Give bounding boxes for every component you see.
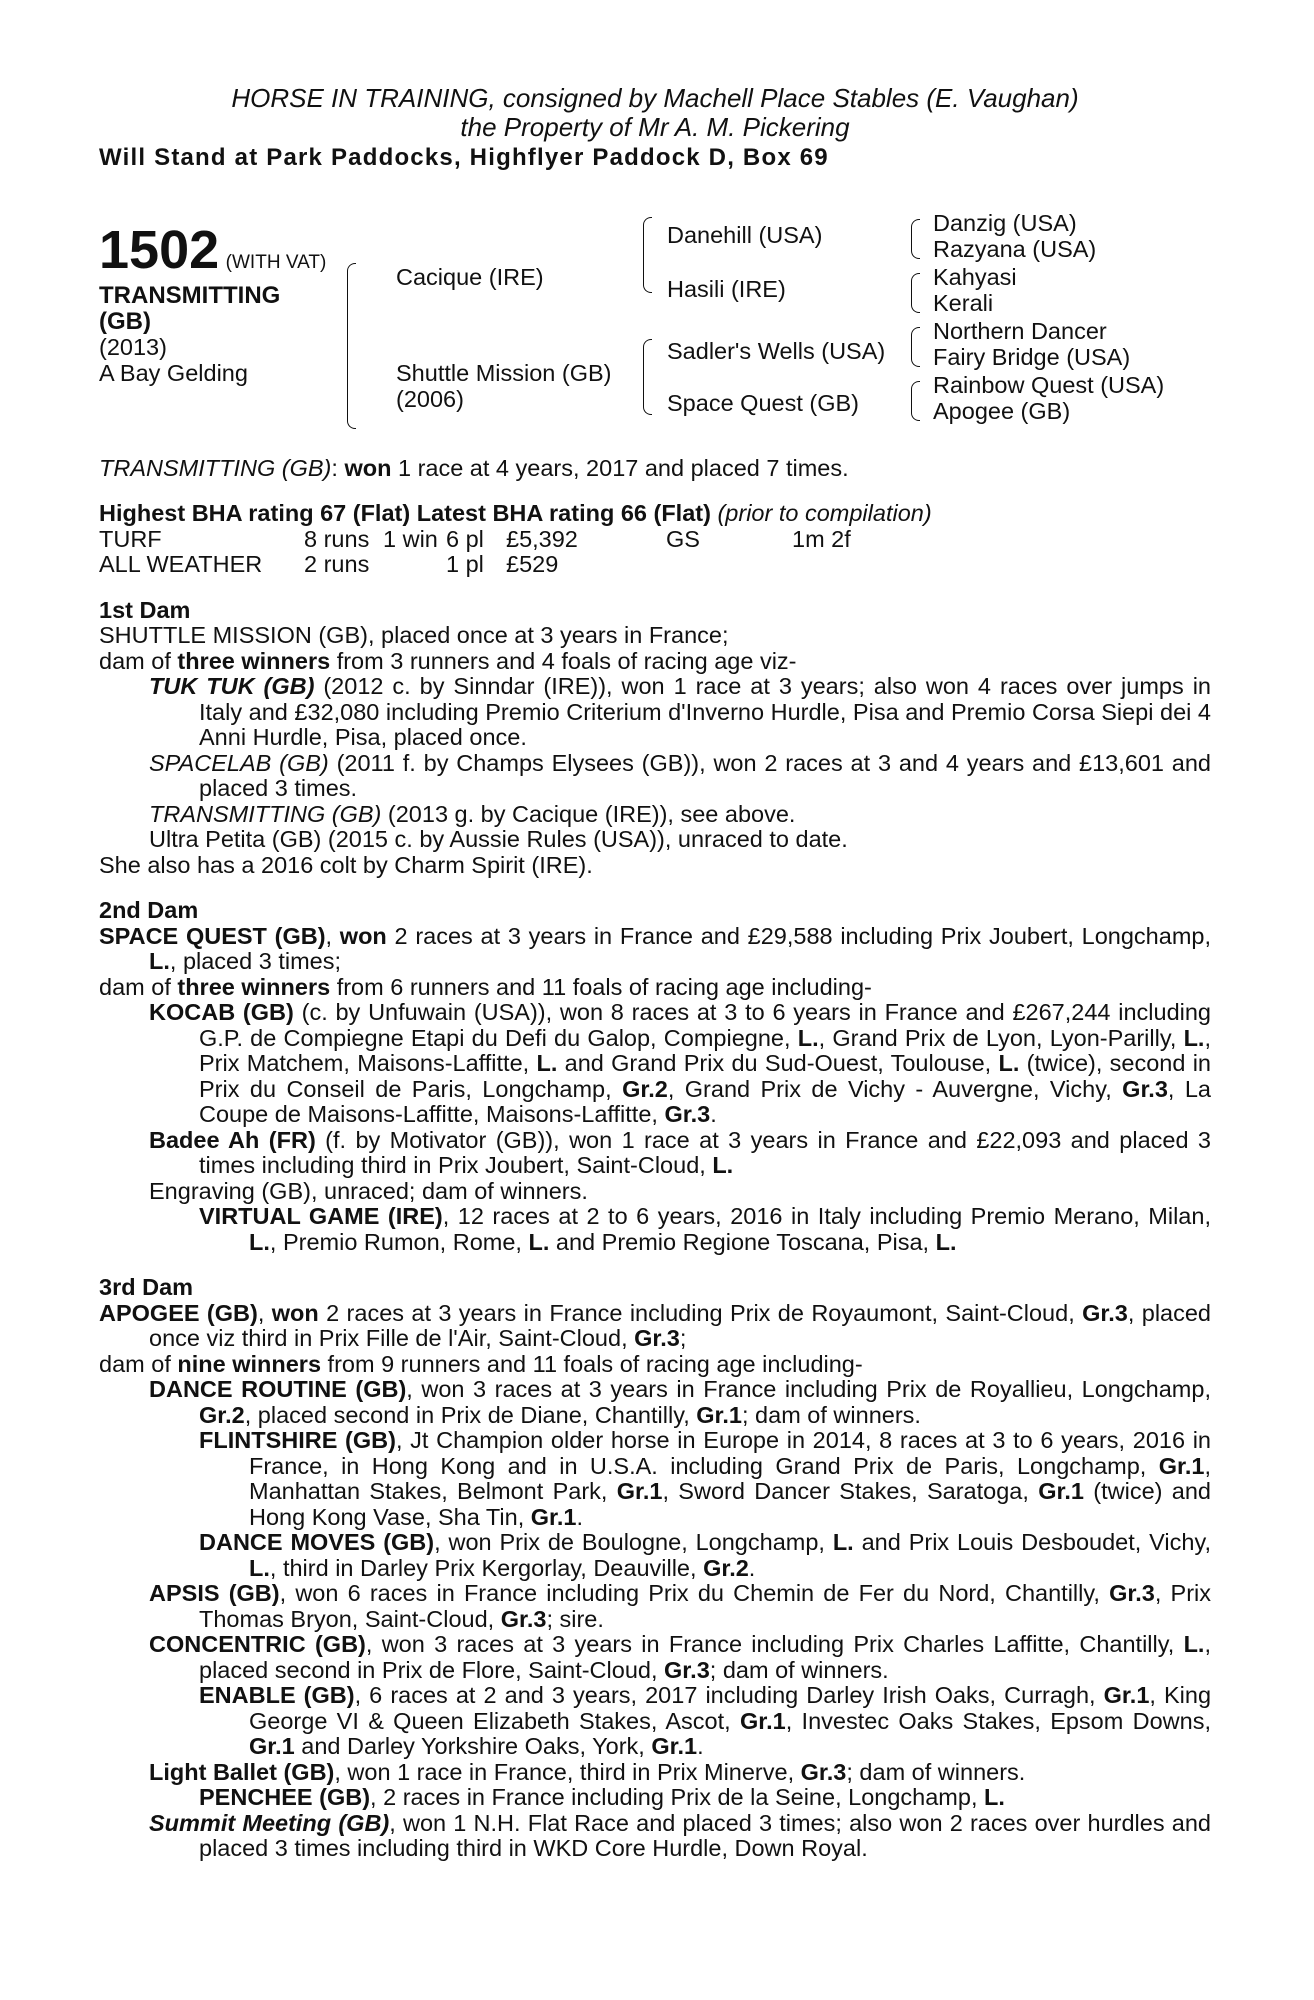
produce-flintshire: FLINTSHIRE (GB), Jt Champion older horse in Europe in 2014, 8 races at 3 to 6 years, 2016 in France, in Hong Kong and in U.S.A. including Grand Prix de Paris, Longchamp, Gr.1, Manhattan Stakes, Belmont Park, Gr.1, Sword Dancer Stakes, Saratoga, Gr.1 (twice) and Hong Kong Vase, Sha Tin, Gr.1. [199,1427,1211,1530]
dam-parents-brace [643,339,652,415]
dam-sire-sire: Northern Dancer [933,317,1107,344]
sire-sire: Danehill (USA) [667,221,823,248]
gp-brace-3 [911,327,920,367]
third-dam-heading: 3rd Dam [99,1274,194,1300]
produce-apsis: APSIS (GB), won 6 races in France including Prix du Chemin de Fer du Nord, Chantilly, Gr.3, Prix Thomas Bryon, Saint-Cloud, Gr.3; sire. [149,1580,1211,1632]
produce-enable: ENABLE (GB), 6 races at 2 and 3 years, 2017 including Darley Irish Oaks, Curragh, Gr.1, King George VI & Queen Elizabeth Stakes, Ascot, Gr.1, Investec Oaks Stakes, Epsom Downs, Gr.1 and Darley Yorkshire Oaks, York, Gr.1. [199,1682,1212,1759]
produce-tuk-tuk: TUK TUK (GB) (2012 c. by Sinndar (IRE)), won 1 race at 3 years; also won 4 races over jumps in Italy and £32,080 including Premio Criterium d'Inverno Hurdle, Pisa and Premio Corsa Siepi dei 4 Anni Hurdle, Pisa, placed once. [149,673,1211,750]
dam-dam-sire: Rainbow Quest (USA) [933,371,1165,398]
sire-dam-dam: Kerali [933,289,994,316]
foaling-year: (2013) [99,333,167,360]
produce-badee-ah: Badee Ah (FR) (f. by Motivator (GB)), won 1 race at 3 years in France and £22,093 and placed 3 times including third in Prix Joubert, Saint-Cloud, L. [149,1126,1211,1178]
horse-description: A Bay Gelding [99,359,248,386]
ratings-row-turf: TURF 8 runs 1 win 6 pl £5,392 GS 1m 2f [99,525,851,552]
catalogue-page [99,84,1211,1862]
sire-parents-brace [643,217,652,293]
vat-label: (WITH VAT) [225,251,327,273]
dam-sire-dam: Fairy Bridge (USA) [933,343,1131,370]
gp-brace-2 [911,273,920,313]
ratings-row-aw: ALL WEATHER 2 runs 1 pl £529 [99,551,559,577]
first-dam-produce: dam of three winners from 3 runners and 4 foals of racing age viz- [99,647,797,674]
dam: Shuttle Mission (GB) [396,359,612,386]
second-dam-produce: dam of three winners from 6 runners and 11 foals of racing age including- [99,973,872,1000]
dam-dam: Space Quest (GB) [667,389,859,416]
race-record: TRANSMITTING (GB): won 1 race at 4 years, 2017 and placed 7 times. [99,454,849,481]
consignor-line: HORSE IN TRAINING, consigned by Machell Place Stables (E. Vaughan) [231,83,1079,113]
produce-dance-routine: DANCE ROUTINE (GB), won 3 races at 3 years in France including Prix de Royallieu, Longchamp, Gr.2, placed second in Prix de Diane, Chantilly, Gr.1; dam of winners. [149,1376,1211,1428]
sire-dam-sire: Kahyasi [933,263,1017,290]
sire: Cacique (IRE) [396,263,544,290]
produce-penchee: PENCHEE (GB), 2 races in France including Prix de la Seine, Longchamp, L. [199,1784,1005,1810]
dam-dam-dam: Apogee (GB) [933,397,1071,424]
produce-concentric: CONCENTRIC (GB), won 3 races at 3 years in France including Prix Charles Laffitte, Chantilly, L., placed second in Prix de Flore, Saint-Cloud, Gr.3; dam of winners. [149,1631,1211,1683]
horse-country: (GB) [99,307,151,335]
sire-sire-sire: Danzig (USA) [933,209,1077,236]
first-dam-intro: SHUTTLE MISSION (GB), placed once at 3 years in France; [99,622,729,648]
produce-virtual-game: VIRTUAL GAME (IRE), 12 races at 2 to 6 years, 2016 in Italy including Premio Merano, Milan, L., Premio Rumon, Rome, L. and Premio Regione Toscana, Pisa, L. [199,1203,1211,1255]
second-dam-intro: SPACE QUEST (GB), won 2 races at 3 years in France and £29,588 including Prix Joubert, Longchamp, L., placed 3 times; [99,922,1211,974]
sire-dam: Hasili (IRE) [667,275,786,302]
produce-kocab: KOCAB (GB) (c. by Unfuwain (USA)), won 8 races at 3 to 6 years in France and £267,244 including G.P. de Compiegne Etapi du Defi du Galop, Compiegne, L., Grand Prix de Lyon, Lyon-Parilly, L., Prix Matchem, Maisons-Laffitte, L. and Grand Prix du Sud-Ouest, Toulouse, L. (twice), second in Prix du Conseil de Paris, Longchamp, Gr.2, Grand Prix de Vichy - Auvergne, Vichy, Gr.3, La Coupe de Maisons-Laffitte, Maisons-Laffitte, Gr.3. [149,999,1212,1127]
produce-transmitting: TRANSMITTING (GB) (2013 g. by Cacique (IRE)), see above. [149,800,796,827]
sire-sire-dam: Razyana (USA) [933,235,1097,262]
pedigree-block [99,211,1211,456]
second-dam-heading: 2nd Dam [99,897,199,923]
produce-dance-moves: DANCE MOVES (GB), won Prix de Boulogne, Longchamp, L. and Prix Louis Desboudet, Vichy, L., third in Darley Prix Kergorlay, Deauville, Gr.2. [199,1529,1211,1581]
dam-year: (2006) [396,385,464,412]
third-dam-produce: dam of nine winners from 9 runners and 11 foals of racing age including- [99,1350,863,1377]
produce-summit-meeting: Summit Meeting (GB), won 1 N.H. Flat Race and placed 3 times; also won 2 races over hurdles and placed 3 times including third in WKD Core Hurdle, Down Royal. [149,1809,1211,1861]
third-dam-intro: APOGEE (GB), won 2 races at 3 years in France including Prix de Royaumont, Saint-Cloud, Gr.3, placed once viz third in Prix Fille de l'Air, Saint-Cloud, Gr.3; [99,1299,1211,1351]
produce-engraving: Engraving (GB), unraced; dam of winners. [149,1177,588,1204]
gp-brace-1 [911,219,920,259]
produce-spacelab: SPACELAB (GB) (2011 f. by Champs Elysees (GB)), won 2 races at 3 and 4 years and £13,601 and placed 3 times. [149,749,1211,801]
produce-ultra-petita: Ultra Petita (GB) (2015 c. by Aussie Rules (USA)), unraced to date. [149,826,848,852]
lot-number: 1502 [99,219,220,280]
parents-brace [347,263,356,429]
dam-sire: Sadler's Wells (USA) [667,337,886,364]
first-dam-also: She also has a 2016 colt by Charm Spirit (IRE). [99,851,593,878]
gp-brace-4 [911,381,920,421]
lot-number-line [99,219,327,280]
property-line: the Property of Mr A. M. Pickering [460,112,850,142]
first-dam-heading: 1st Dam [99,596,191,623]
ratings-line: Highest BHA rating 67 (Flat) Latest BHA rating 66 (Flat) (prior to compilation) [99,500,932,526]
horse-name: TRANSMITTING [99,281,281,309]
produce-light-ballet: Light Ballet (GB), won 1 race in France, third in Prix Minerve, Gr.3; dam of winners. [149,1758,1026,1785]
stand-line: Will Stand at Park Paddocks, Highflyer Paddock D, Box 69 [99,144,829,171]
